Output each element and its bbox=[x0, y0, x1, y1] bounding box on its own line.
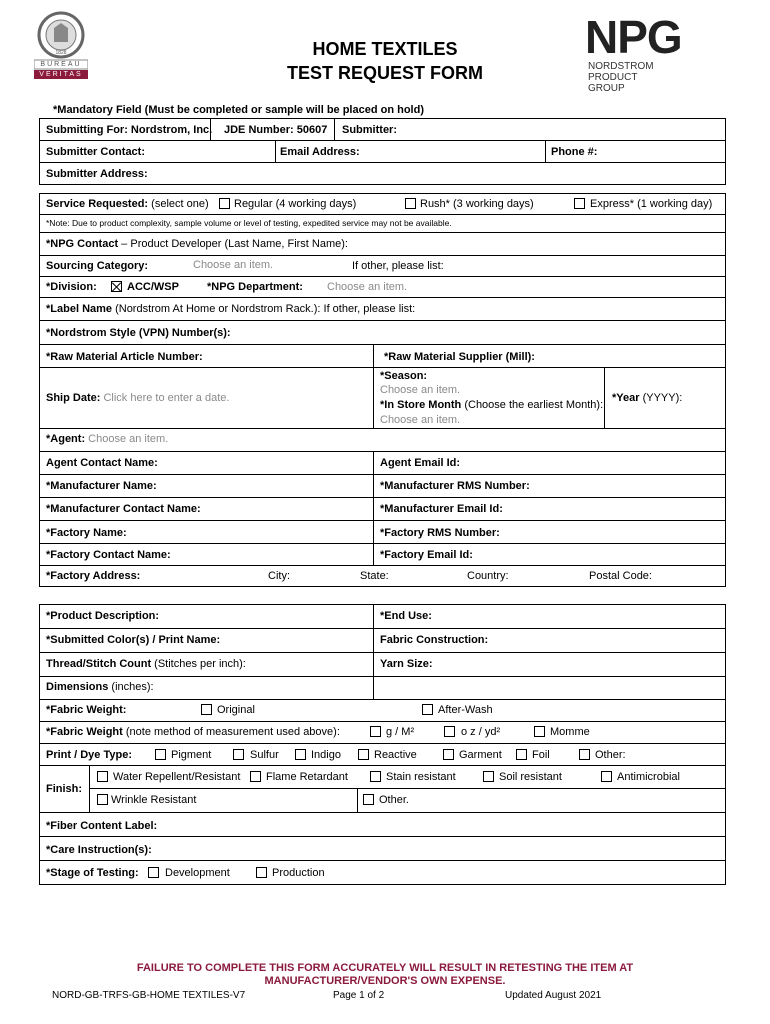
bv-logo-top-text: BUREAU bbox=[40, 61, 82, 68]
expedite-note: *Note: Due to product complexity, sample volume or level of testing, expedited service may not be available. bbox=[46, 218, 452, 228]
npg-sub-1: NORDSTROM bbox=[588, 61, 654, 72]
oz-yd2-label: o z / yd² bbox=[461, 726, 501, 738]
stain-resistant-label: Stain resistant bbox=[386, 771, 456, 783]
if-other-field[interactable]: If other, please list: bbox=[352, 260, 444, 272]
npg-department-label: *NPG Department: bbox=[207, 281, 303, 293]
foil-checkbox[interactable] bbox=[516, 749, 527, 760]
manufacturer-contact-field[interactable]: *Manufacturer Contact Name: bbox=[46, 503, 201, 515]
submitted-color-field[interactable]: *Submitted Color(s) / Print Name: bbox=[46, 634, 221, 646]
finish-label: Finish: bbox=[46, 783, 83, 795]
season-label: *Season: bbox=[380, 370, 428, 382]
momme-checkbox[interactable] bbox=[534, 726, 545, 737]
express-checkbox[interactable] bbox=[574, 198, 585, 209]
end-use-field[interactable]: *End Use: bbox=[380, 610, 432, 622]
pigment-label: Pigment bbox=[171, 749, 212, 761]
other-dye-checkbox[interactable] bbox=[579, 749, 590, 760]
factory-rms-field[interactable]: *Factory RMS Number: bbox=[380, 527, 500, 539]
pigment-checkbox[interactable] bbox=[155, 749, 166, 760]
stain-resistant-checkbox[interactable] bbox=[370, 771, 381, 782]
season-dropdown[interactable]: Choose an item. bbox=[380, 384, 461, 396]
production-label: Production bbox=[272, 867, 325, 879]
development-label: Development bbox=[165, 867, 230, 879]
foil-label: Foil bbox=[532, 749, 550, 761]
form-title-line1: HOME TEXTILES bbox=[312, 39, 458, 59]
year-field[interactable]: *Year (YYYY): bbox=[612, 392, 683, 404]
soil-resistant-label: Soil resistant bbox=[499, 771, 562, 783]
factory-name-field[interactable]: *Factory Name: bbox=[46, 527, 127, 539]
agent-field[interactable]: *Agent: Choose an item. bbox=[46, 433, 169, 445]
manufacturer-rms-field[interactable]: *Manufacturer RMS Number: bbox=[380, 480, 530, 492]
product-description-field[interactable]: *Product Description: bbox=[46, 610, 160, 622]
phone-field[interactable]: Phone #: bbox=[551, 146, 598, 158]
footer-updated: Updated August 2021 bbox=[505, 990, 602, 1001]
express-label: Express* (1 working day) bbox=[590, 198, 713, 210]
agent-contact-field[interactable]: Agent Contact Name: bbox=[46, 457, 158, 469]
npg-sub-3: GROUP bbox=[588, 83, 625, 94]
factory-address-field[interactable]: *Factory Address: bbox=[46, 570, 141, 582]
country-field[interactable]: Country: bbox=[467, 570, 509, 582]
g-m2-label: g / M² bbox=[386, 726, 415, 738]
after-wash-checkbox[interactable] bbox=[422, 704, 433, 715]
original-checkbox[interactable] bbox=[201, 704, 212, 715]
raw-material-article-field[interactable]: *Raw Material Article Number: bbox=[46, 351, 203, 363]
email-address-field[interactable]: Email Address: bbox=[280, 146, 360, 158]
fiber-content-field[interactable]: *Fiber Content Label: bbox=[46, 820, 158, 832]
water-repellent-checkbox[interactable] bbox=[97, 771, 108, 782]
in-store-month-label: *In Store Month (Choose the earliest Month): bbox=[380, 399, 604, 411]
fabric-weight-method-label: *Fabric Weight (note method of measurement used above): bbox=[46, 726, 340, 738]
stage-of-testing-label: *Stage of Testing: bbox=[46, 867, 139, 879]
manufacturer-email-field[interactable]: *Manufacturer Email Id: bbox=[380, 503, 503, 515]
service-requested-label: Service Requested: (select one) bbox=[46, 198, 209, 210]
garment-checkbox[interactable] bbox=[443, 749, 454, 760]
sourcing-category-label: Sourcing Category: bbox=[46, 260, 149, 272]
thread-count-field[interactable]: Thread/Stitch Count (Stitches per inch): bbox=[46, 658, 246, 670]
footer-warning-line1: FAILURE TO COMPLETE THIS FORM ACCURATELY WILL RESULT IN RETESTING THE ITEM AT bbox=[136, 962, 634, 974]
division-value: ACC/WSP bbox=[127, 281, 179, 293]
sourcing-category-dropdown[interactable]: Choose an item. bbox=[193, 259, 274, 271]
style-numbers-field[interactable]: *Nordstrom Style (VPN) Number(s): bbox=[46, 327, 231, 339]
mandatory-note: *Mandatory Field (Must be completed or sample will be placed on hold) bbox=[53, 104, 424, 116]
submitter-contact-field[interactable]: Submitter Contact: bbox=[46, 146, 145, 158]
factory-email-field[interactable]: *Factory Email Id: bbox=[380, 549, 473, 561]
submitting-for-label: Submitting For: Nordstrom, Inc. bbox=[46, 124, 213, 136]
development-checkbox[interactable] bbox=[148, 867, 159, 878]
indigo-label: Indigo bbox=[311, 749, 341, 761]
garment-label: Garment bbox=[459, 749, 502, 761]
wrinkle-resistant-checkbox[interactable] bbox=[97, 794, 108, 805]
submitter-field[interactable]: Submitter: bbox=[342, 124, 397, 136]
yarn-size-field[interactable]: Yarn Size: bbox=[380, 658, 433, 670]
postal-code-field[interactable]: Postal Code: bbox=[589, 570, 652, 582]
antimicrobial-label: Antimicrobial bbox=[617, 771, 680, 783]
other-dye-label: Other: bbox=[595, 749, 626, 761]
factory-contact-field[interactable]: *Factory Contact Name: bbox=[46, 549, 171, 561]
jde-number-label: JDE Number: 50607 bbox=[224, 124, 328, 136]
wrinkle-resistant-label: Wrinkle Resistant bbox=[111, 794, 197, 806]
other-finish-checkbox[interactable] bbox=[363, 794, 374, 805]
regular-label: Regular (4 working days) bbox=[234, 198, 357, 210]
flame-retardant-label: Flame Retardant bbox=[266, 771, 348, 783]
water-repellent-label: Water Repellent/Resistant bbox=[113, 771, 241, 783]
agent-email-field[interactable]: Agent Email Id: bbox=[380, 457, 461, 469]
soil-resistant-checkbox[interactable] bbox=[483, 771, 494, 782]
npg-logo bbox=[585, 11, 705, 99]
state-field[interactable]: State: bbox=[360, 570, 389, 582]
division-acc-wsp-checkbox[interactable] bbox=[111, 281, 122, 292]
print-dye-label: Print / Dye Type: bbox=[46, 749, 132, 761]
label-name-field[interactable]: *Label Name (Nordstrom At Home or Nordstrom Rack.): If other, please list: bbox=[46, 303, 416, 315]
reactive-checkbox[interactable] bbox=[358, 749, 369, 760]
momme-label: Momme bbox=[550, 726, 590, 738]
other-finish-label: Other. bbox=[379, 794, 409, 806]
npg-contact-field[interactable]: *NPG Contact – Product Developer (Last Name, First Name): bbox=[46, 238, 348, 250]
dimensions-field[interactable]: Dimensions (inches): bbox=[46, 681, 154, 693]
rush-label: Rush* (3 working days) bbox=[420, 198, 534, 210]
oz-yd2-checkbox[interactable] bbox=[444, 726, 455, 737]
production-checkbox[interactable] bbox=[256, 867, 267, 878]
npg-logo-text: NPG bbox=[585, 11, 682, 63]
footer-warning-line2: MANUFACTURER/VENDOR'S OWN EXPENSE. bbox=[264, 975, 506, 987]
g-m2-checkbox[interactable] bbox=[370, 726, 381, 737]
after-wash-label: After-Wash bbox=[438, 704, 493, 716]
reactive-label: Reactive bbox=[374, 749, 417, 761]
sulfur-checkbox[interactable] bbox=[233, 749, 244, 760]
fabric-construction-field[interactable]: Fabric Construction: bbox=[380, 634, 489, 646]
division-label: *Division: bbox=[46, 281, 97, 293]
sulfur-label: Sulfur bbox=[250, 749, 279, 761]
ship-date-field[interactable]: Ship Date: Click here to enter a date. bbox=[46, 392, 230, 404]
submitter-address-field[interactable]: Submitter Address: bbox=[46, 168, 148, 180]
manufacturer-name-field[interactable]: *Manufacturer Name: bbox=[46, 480, 157, 492]
regular-checkbox[interactable] bbox=[219, 198, 230, 209]
in-store-month-dropdown[interactable]: Choose an item. bbox=[380, 414, 461, 426]
antimicrobial-checkbox[interactable] bbox=[601, 771, 612, 782]
form-title-line2: TEST REQUEST FORM bbox=[286, 63, 483, 83]
rush-checkbox[interactable] bbox=[405, 198, 416, 209]
npg-department-dropdown[interactable]: Choose an item. bbox=[327, 281, 408, 293]
indigo-checkbox[interactable] bbox=[295, 749, 306, 760]
npg-sub-2: PRODUCT bbox=[588, 72, 638, 83]
fabric-weight-label: *Fabric Weight: bbox=[46, 704, 127, 716]
city-field[interactable]: City: bbox=[268, 570, 290, 582]
flame-retardant-checkbox[interactable] bbox=[250, 771, 261, 782]
footer-doc-code: NORD-GB-TRFS-GB-HOME TEXTILES-V7 bbox=[52, 990, 246, 1001]
original-label: Original bbox=[217, 704, 255, 716]
bv-logo-year: 1828 bbox=[55, 50, 67, 56]
care-instruction-field[interactable]: *Care Instruction(s): bbox=[46, 844, 152, 856]
bv-logo-bottom-text: VERITAS bbox=[39, 71, 83, 78]
footer-page-number: Page 1 of 2 bbox=[333, 990, 385, 1001]
raw-material-supplier-field[interactable]: *Raw Material Supplier (Mill): bbox=[384, 351, 535, 363]
